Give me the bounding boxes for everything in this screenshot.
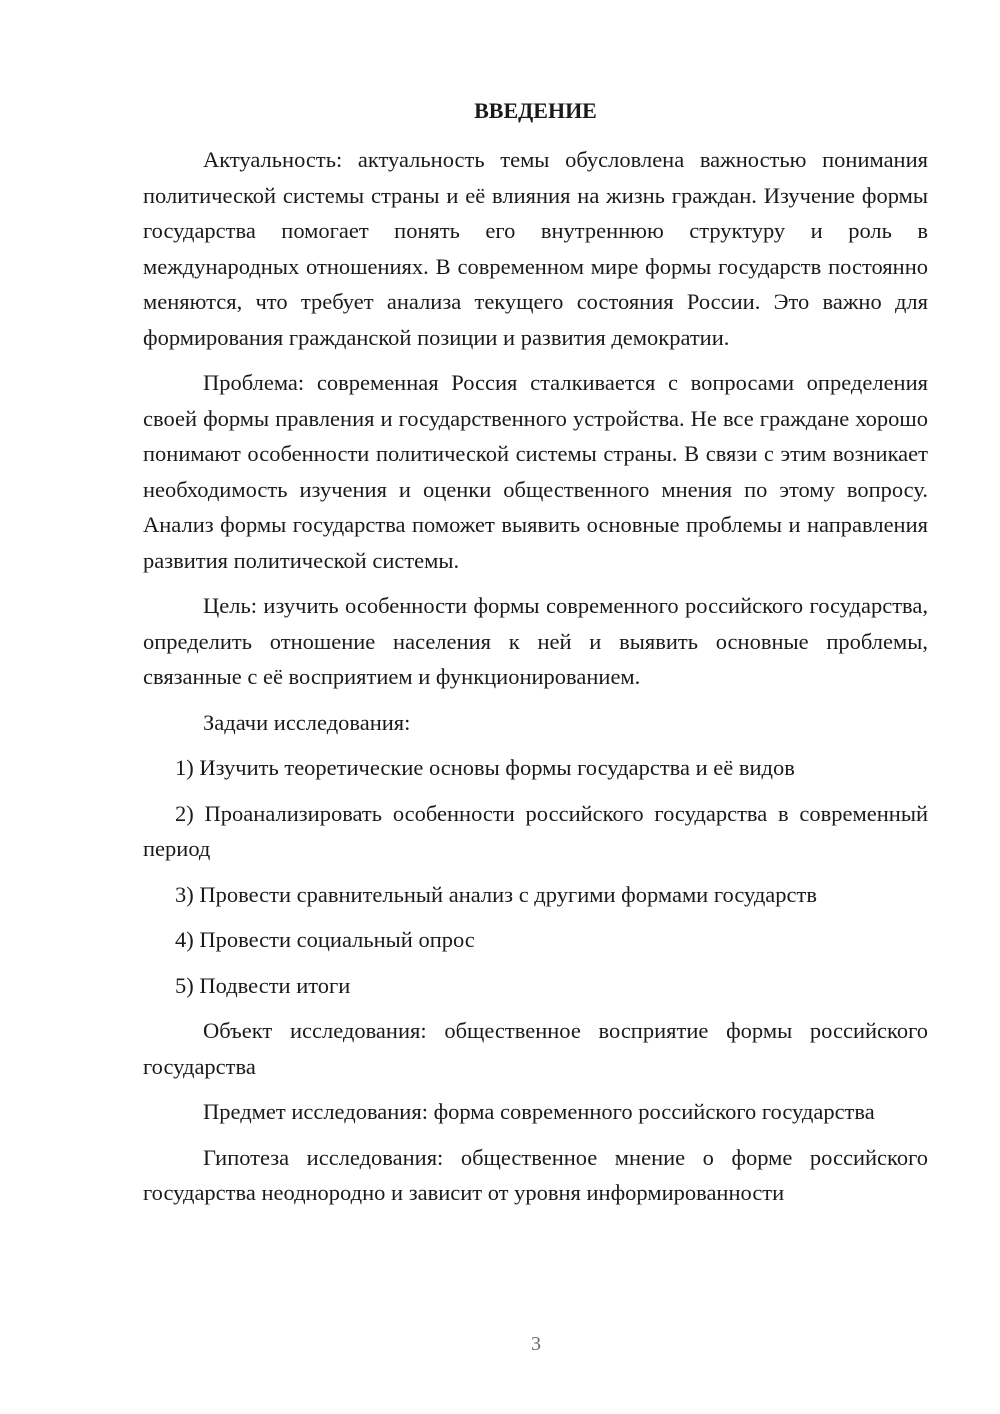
task-item: 4) Провести социальный опрос	[175, 927, 475, 952]
document-page	[143, 96, 928, 1221]
task-item: 2) Проанализировать особенности российского государства в современный период	[143, 800, 928, 861]
subject-paragraph: Предмет исследования: форма современного российского государства	[203, 1099, 875, 1124]
task-item: 5) Подвести итоги	[175, 972, 351, 998]
relevance-paragraph: Актуальность: актуальность темы обусловлена важностью понимания политической системы страны и её влияния на жизнь граждан. Изучение формы государства помогает понять его внутреннюю структуру и роль в международных отношениях. В современном мире формы государств постоянно меняются, что требует анализа текущего состояния России. Это важно для формирования гражданской позиции и развития демократии.	[143, 147, 928, 350]
task-item: 1) Изучить теоретические основы формы государства и её видов	[175, 755, 795, 780]
object-paragraph: Объект исследования: общественное восприятие формы российского государства	[143, 1018, 928, 1079]
section-heading: ВВЕДЕНИЕ	[474, 98, 597, 123]
goal-paragraph: Цель: изучить особенности формы современного российского государства, определить отношение населения к ней и выявить основные проблемы, связанные с её восприятием и функционированием.	[143, 593, 928, 689]
tasks-title: Задачи исследования:	[203, 709, 411, 735]
task-item: 3) Провести сравнительный анализ с другими формами государств	[175, 881, 817, 907]
page-number: 3	[531, 1333, 541, 1355]
problem-paragraph: Проблема: современная Россия сталкивается с вопросами определения своей формы правления и государственного устройства. Не все граждане хорошо понимают особенности политической системы страны. В связи с этим возникает необходимость изучения и оценки общественного мнения по этому вопросу. Анализ формы государства поможет выявить основные проблемы и направления развития политической системы.	[143, 370, 928, 573]
hypothesis-paragraph: Гипотеза исследования: общественное мнение о форме российского государства неоднородно и зависит от уровня информированности	[143, 1144, 928, 1205]
